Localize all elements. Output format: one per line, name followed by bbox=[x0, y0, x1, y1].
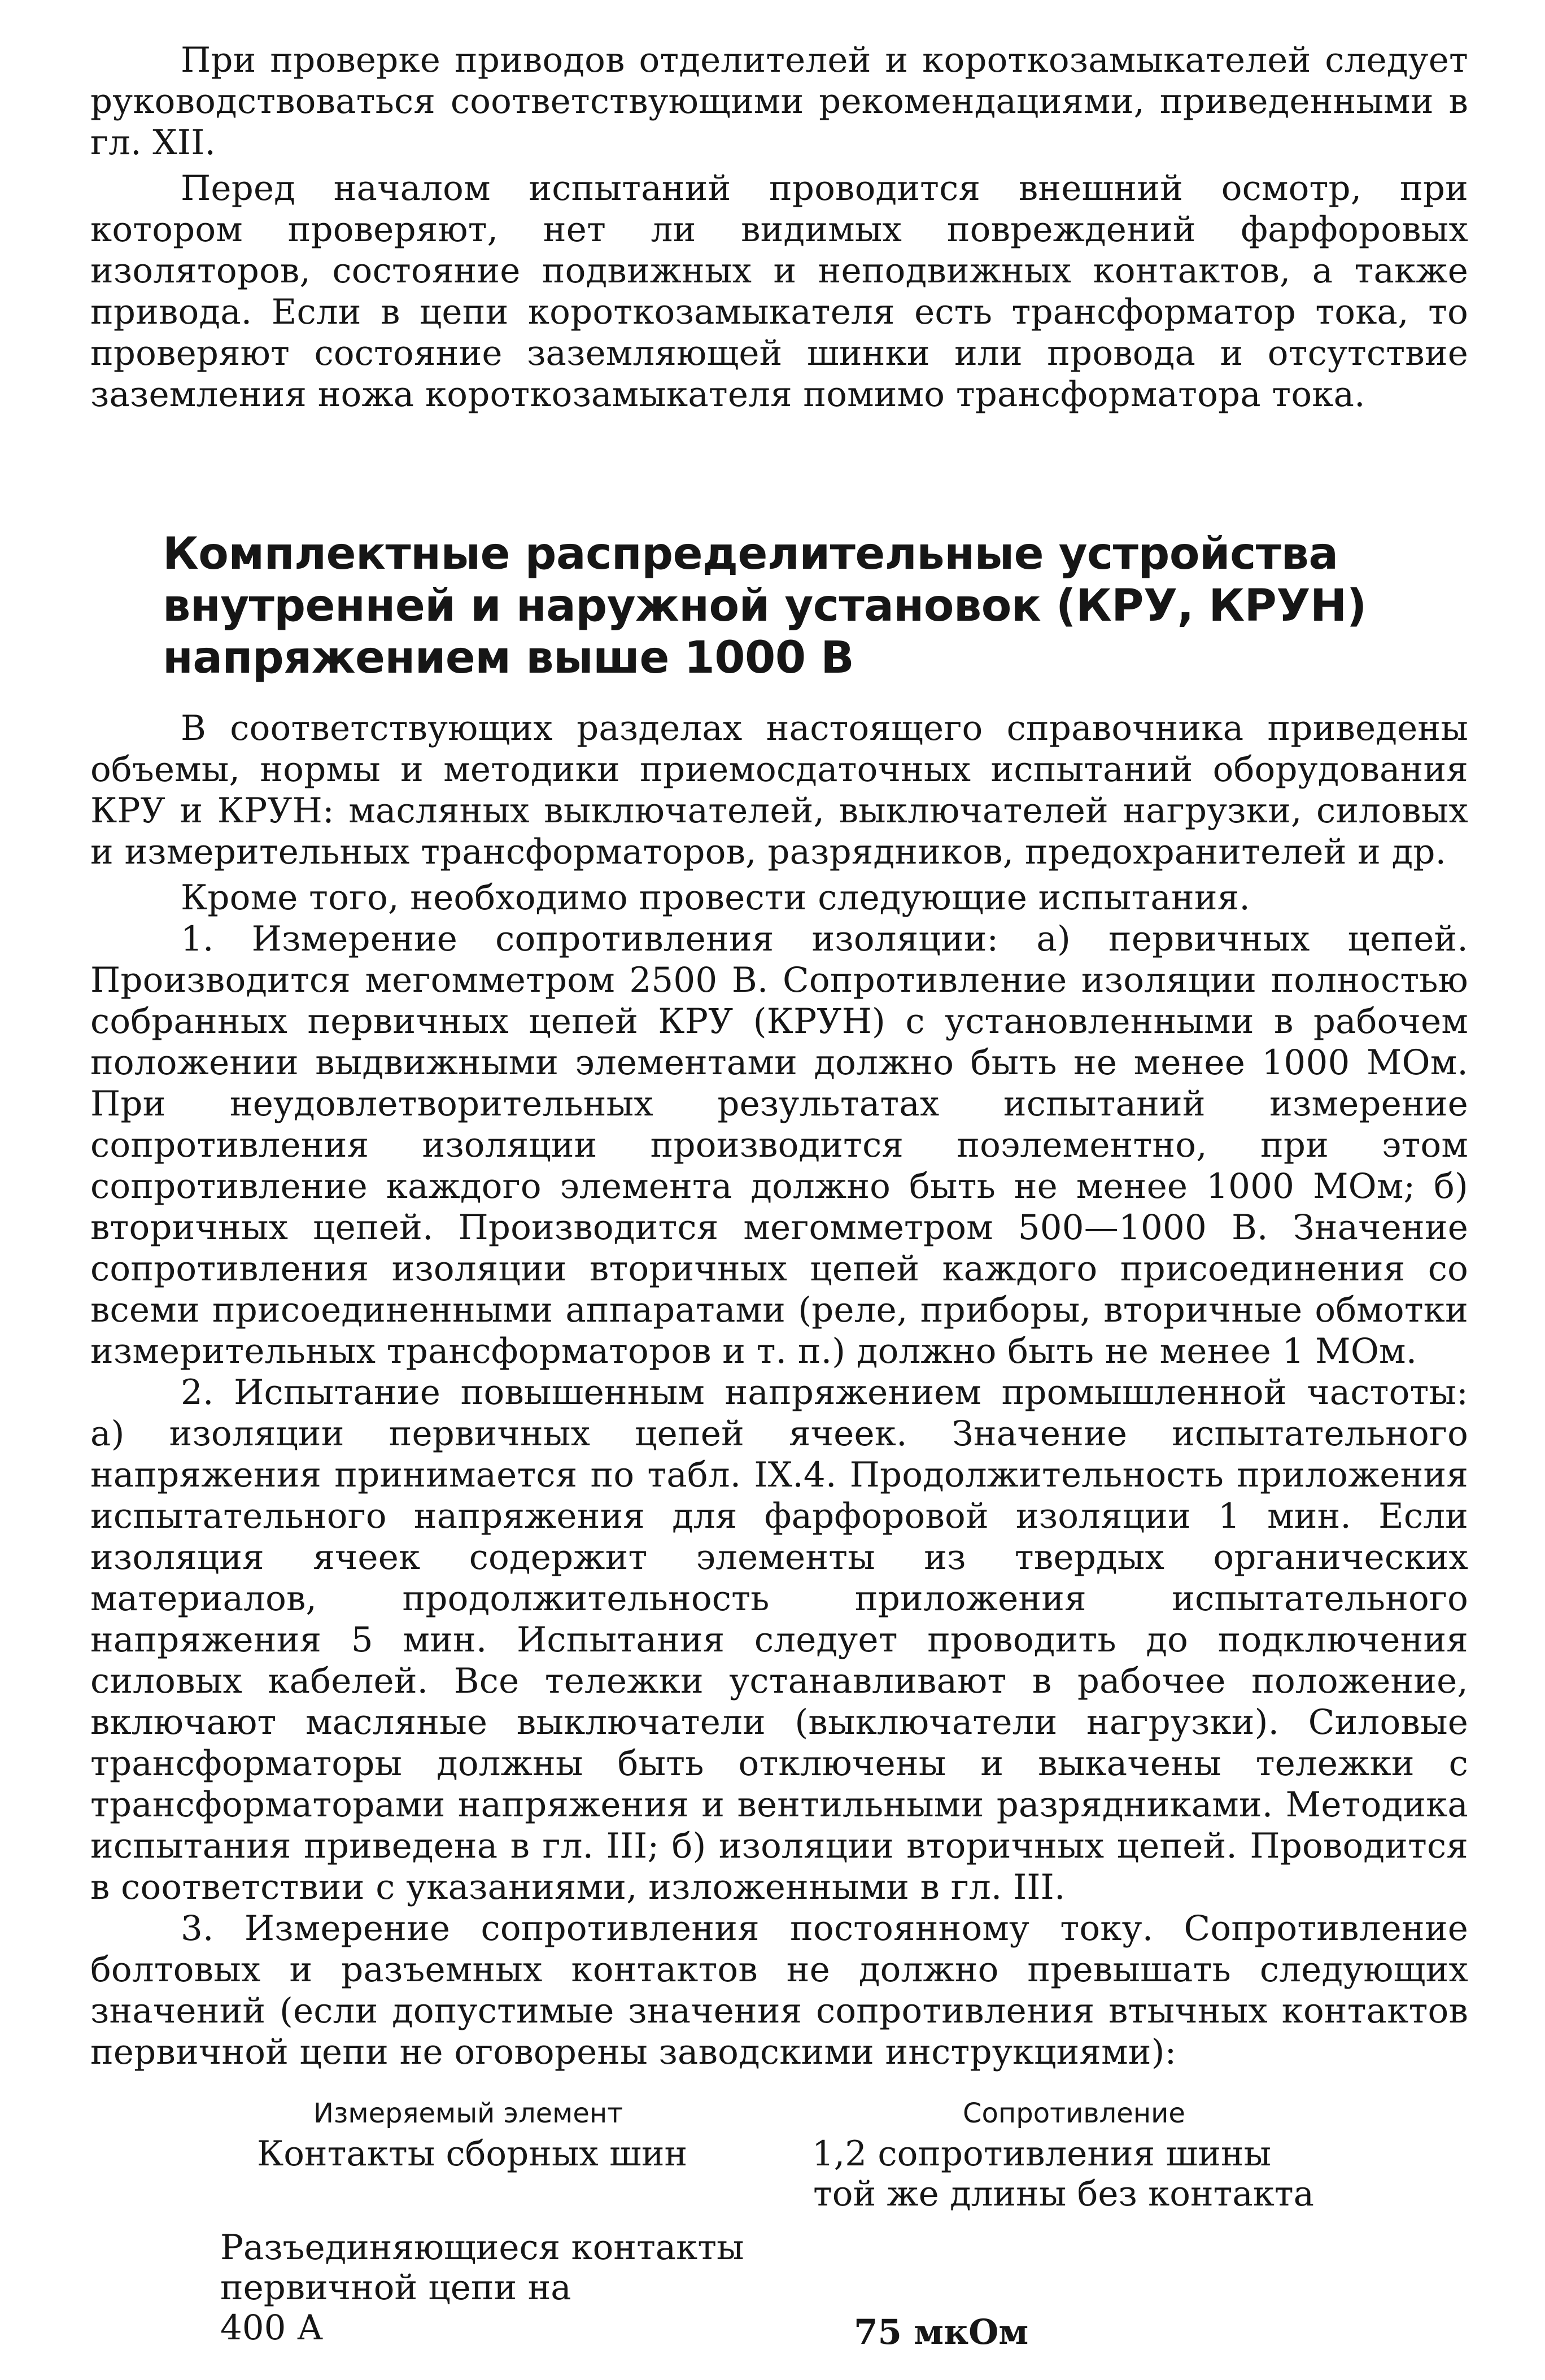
table-row-1-resistance-line-2: той же длины без контакта bbox=[813, 2174, 1315, 2214]
table-row-2-resistance: 75 мкОм bbox=[854, 2312, 1029, 2352]
resistance-table bbox=[90, 2098, 1468, 2380]
paragraph-intro: В соответствующих разделах настоящего справочника приведены объемы, нормы и методики приемосдаточных испытаний оборудования КРУ и КРУН: масляных выключателей, выключателей нагрузки, силовых и измерительных трансформаторов, разрядников, предохранителей и др. bbox=[90, 708, 1468, 872]
table-row-2-element-line-3: 400 А bbox=[220, 2308, 324, 2348]
section-title-line-2: внутренней и наружной установок (КРУ, КРУН) bbox=[163, 581, 1367, 631]
table-row-2-element-line-2: первичной цепи на bbox=[220, 2268, 571, 2308]
paragraph-additional-tests: Кроме того, необходимо провести следующие испытания. bbox=[181, 878, 1250, 918]
table-row-2-element-line-1: Разъединяющиеся контакты bbox=[220, 2228, 744, 2268]
paragraph-visual-inspection: Перед началом испытаний проводится внешний осмотр, при котором проверяют, нет ли видимых повреждений фарфоровых изоляторов, состояние подвижных и неподвижных контактов, а также привода. Если в цепи короткозамыкателя есть трансформатор тока, то проверяют состояние заземляющей шинки или провода и отсутствие заземления ножа короткозамыкателя помимо трансформатора тока. bbox=[90, 168, 1468, 415]
paragraph-dc-resistance: 3. Измерение сопротивления постоянному току. Сопротивление болтовых и разъемных контактов не должно превышать следующих значений (если допустимые значения сопротивления втычных контактов первичной цепи не оговорены заводскими инструкциями): bbox=[90, 1908, 1468, 2072]
table-row-1-element: Контакты сборных шин bbox=[257, 2134, 688, 2174]
table-row-1-resistance-line-1: 1,2 сопротивления шины bbox=[812, 2134, 1272, 2174]
section-title bbox=[163, 528, 1468, 684]
paragraph-drive-check: При проверке приводов отделителей и короткозамыкателей следует руководствоваться соответствующими рекомендациями, приведенными в гл. XII. bbox=[90, 40, 1468, 163]
section-title-line-1: Комплектные распределительные устройства bbox=[163, 529, 1338, 579]
document-page bbox=[90, 40, 1468, 2380]
paragraph-high-voltage-test: 2. Испытание повышенным напряжением промышленной частоты: а) изоляции первичных цепей ячеек. Значение испытательного напряжения принимается по табл. IX.4. Продолжительность приложения испытательного напряжения для фарфоровой изоляции 1 мин. Если изоляция ячеек содержит элементы из твердых органических материалов, продолжительность приложения испытательного напряжения 5 мин. Испытания следует проводить до подключения силовых кабелей. Все тележки устанавливают в рабочее положение, включают масляные выключатели (выключатели нагрузки). Силовые трансформаторы должны быть отключены и выкачены тележки с трансформаторами напряжения и вентильными разрядниками. Методика испытания приведена в гл. III; б) изоляции вторичных цепей. Проводится в соответствии с указаниями, изложенными в гл. III. bbox=[90, 1372, 1468, 1907]
table-header-resistance: Сопротивление bbox=[963, 2098, 1185, 2129]
table-header-element: Измеряемый элемент bbox=[313, 2098, 623, 2129]
paragraph-insulation-resistance: 1. Измерение сопротивления изоляции: а) первичных цепей. Производится мегомметром 2500 В. Сопротивление изоляции полностью собранных первичных цепей КРУ (КРУН) с установленными в рабочем положении выдвижными элементами должно быть не менее 1000 МОм. При неудовлетворительных результатах испытаний измерение сопротивления изоляции производится поэлементно, при этом сопротивление каждого элемента должно быть не менее 1000 МОм; б) вторичных цепей. Производится мегомметром 500—1000 В. Значение сопротивления изоляции вторичных цепей каждого присоединения со всеми присоединенными аппаратами (реле, приборы, вторичные обмотки измерительных трансформаторов и т. п.) должно быть не менее 1 МОм. bbox=[90, 919, 1468, 1371]
section-title-line-3: напряжением выше 1000 В bbox=[163, 633, 854, 683]
